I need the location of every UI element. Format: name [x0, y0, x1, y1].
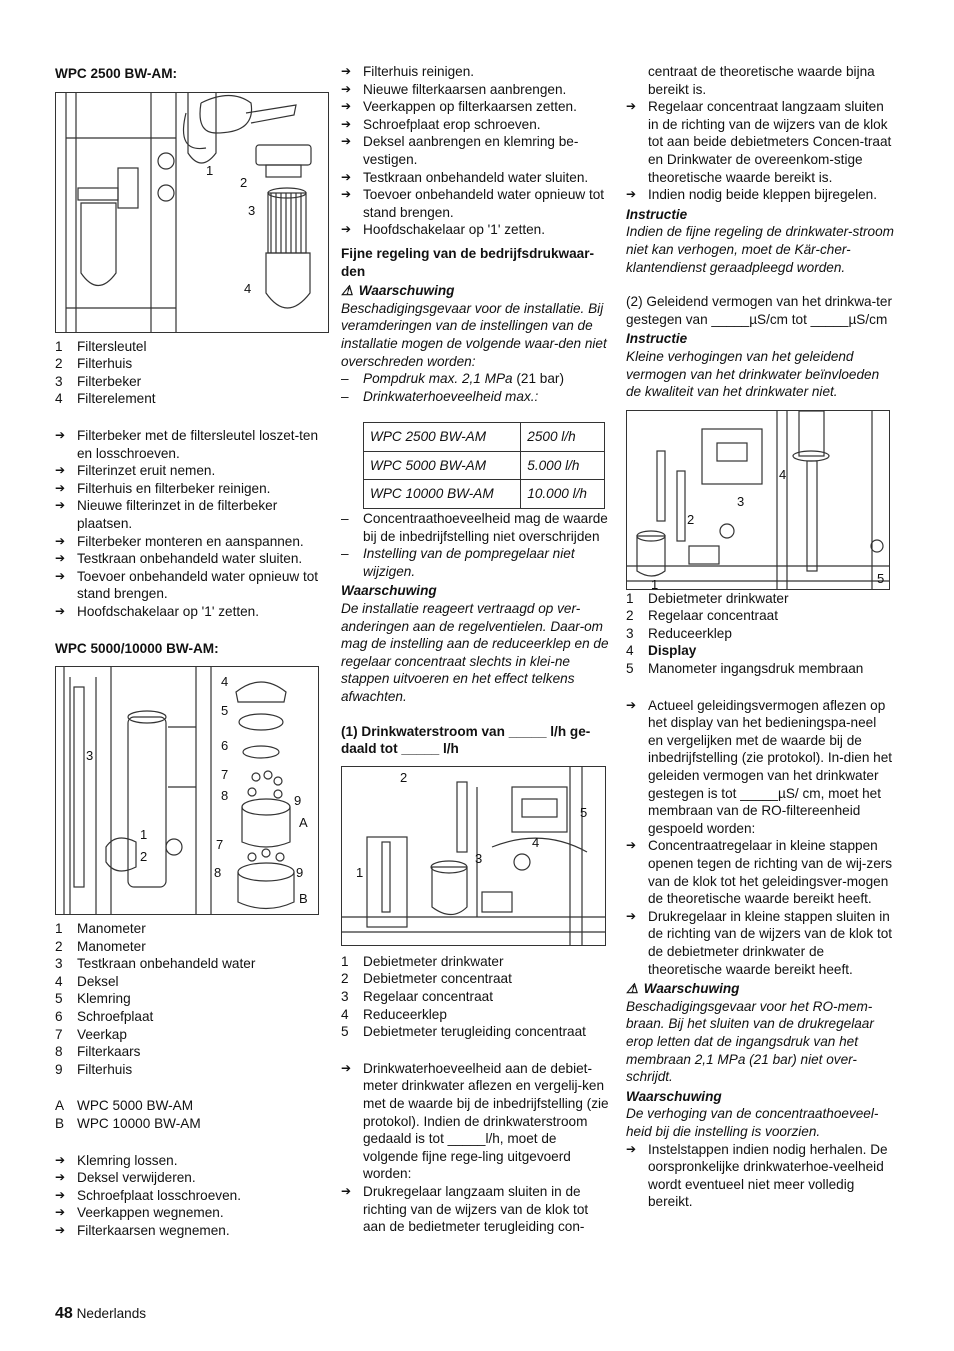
step-item: ➔ Filterhuis en filterbeker reinigen.: [55, 480, 271, 496]
legend-item: 1 Filtersleutel: [55, 338, 147, 354]
arrow-right-icon: ➔: [626, 697, 637, 712]
arrow-right-icon: ➔: [55, 551, 66, 566]
figure-flow-meters: [341, 766, 606, 946]
arrow-right-icon: ➔: [55, 427, 66, 442]
svg-text:7: 7: [221, 767, 229, 783]
svg-text:4: 4: [779, 466, 787, 482]
legend-item: 2 Manometer: [55, 938, 146, 954]
step-item: ➔ Indien nodig beide kleppen bijregelen.: [626, 187, 878, 203]
arrow-right-icon: ➔: [341, 169, 352, 184]
step-item: ➔ Filterhuis reinigen.: [341, 64, 475, 79]
step-item: ➔ Filterkaarsen wegnemen.: [55, 1223, 230, 1238]
warning-text: De installatie reageert vertraagd op ver-anderingen aan de regelventielen. Daar-om mag de instelling aan de reduceerklep en de regelaar concentraat slechts in klei-ne stappen uitvoeren en het effect telkens afwachten.: [341, 601, 609, 704]
arrow-right-icon: ➔: [626, 1141, 637, 1156]
svg-text:5: 5: [580, 804, 588, 820]
warning-title: Waarschuwing: [626, 1088, 722, 1104]
step-item: ➔ Filterbeker met de filtersleutel loszet-ten en losschroeven.: [55, 427, 319, 461]
step-item: ➔ Drukregelaar langzaam sluiten in de richting van de wijzers van de klok tot aan de bedietmeter terugleiding con-: [341, 1183, 589, 1235]
step-item: ➔ Regelaar concentraat langzaam sluiten in de richting van de wijzers van de klok tot aan beide debietmeters Concen-traat en Drinkwater de overeenkom-stige theoretische waarde bereikt is.: [626, 99, 892, 185]
legend-item: 4 Deksel: [55, 973, 119, 989]
legend-item: 8 Filterkaars: [55, 1044, 141, 1060]
legend-list: [626, 590, 894, 678]
legend-item: 1 Debietmeter drinkwater: [626, 590, 789, 606]
instruction-text: Indien de fijne regeling de drinkwater-stroom niet kan verhogen, moet de Kär-cher-klantendienst geraadpleegd worden.: [626, 224, 894, 275]
warning-title: ⚠ Waarschuwing: [341, 283, 455, 299]
column-1: [55, 62, 323, 1240]
arrow-right-icon: ➔: [626, 187, 637, 202]
svg-text:8: 8: [214, 865, 222, 881]
figure-wpc2500: [55, 92, 329, 333]
warning-triangle-icon: ⚠: [626, 981, 639, 997]
svg-text:2: 2: [140, 849, 148, 865]
legend-item: 4 Reduceerklep: [341, 1006, 447, 1022]
legend-item: 3 Testkraan onbehandeld water: [55, 956, 256, 972]
svg-text:3: 3: [248, 202, 256, 218]
arrow-right-icon: ➔: [55, 1223, 66, 1237]
filter-diagram: [56, 93, 328, 332]
svg-text:2: 2: [400, 769, 408, 785]
continued-text: centraat de theoretische waarde bijna bereikt is.: [648, 64, 875, 97]
svg-text:9: 9: [294, 793, 302, 809]
warning-triangle-icon: ⚠: [341, 283, 354, 299]
arrow-right-icon: ➔: [55, 603, 66, 618]
arrow-right-icon: ➔: [341, 116, 352, 131]
dash-list: [341, 510, 609, 580]
svg-text:1: 1: [206, 162, 214, 178]
step-item: ➔ Actueel geleidingsvermogen aflezen op het display van het bedieningspa-neel en vergelijken met de waarde bij de inbedrijfstelling (zie protokol). In-dien het geleiden vermogen van het drinkwater gestegen is tot _____µS/ cm, moet het membraan van de RO-filtereenheid gespoeld worden:: [626, 697, 893, 836]
legend-item: 6 Schroefplaat: [55, 1009, 154, 1025]
step-item: ➔ Drukregelaar in kleine stappen sluiten in de richting van de wijzers van de klok tot de debietmeter drinkwater de theoretische waarde bereikt heeft.: [626, 908, 893, 977]
step-item: ➔ Drinkwaterhoeveelheid aan de debiet-meter drinkwater aflezen en vergelij-ken met de waarde bij de inbedrijfstelling (zie protokol). Indien de drinkwaterstroom gedaald is tot _____l/h, moet de volgende fijne rege-ling uitgevoerd worden:: [341, 1060, 609, 1182]
legend-item: 3 Regelaar concentraat: [341, 988, 493, 1004]
step-item: ➔ Instelstappen indien nodig herhalen. De oorspronkelijke drinkwaterhoe-veelheid wordt eventueel niet meer volledig bereikt.: [626, 1141, 888, 1210]
svg-text:4: 4: [221, 674, 229, 690]
svg-text:3: 3: [737, 493, 745, 509]
legend-item: 4 Filterelement: [55, 391, 156, 407]
warning-text: De verhoging van de concentraathoeveel-heid bij die instelling is voorzien.: [626, 1106, 879, 1139]
arrow-right-icon: ➔: [626, 99, 637, 114]
legend-item: 1 Manometer: [55, 921, 146, 937]
svg-text:8: 8: [221, 788, 229, 804]
svg-text:7: 7: [216, 837, 224, 853]
svg-text:9: 9: [296, 865, 304, 881]
step-item: ➔ Toevoer onbehandeld water opnieuw tot stand brengen.: [341, 187, 605, 220]
section-title: WPC 2500 BW-AM:: [55, 66, 178, 81]
dash-list: [341, 370, 609, 405]
svg-text:B: B: [299, 891, 308, 907]
arrow-right-icon: ➔: [55, 533, 66, 548]
legend-list: [55, 338, 323, 408]
sub-heading: (1) Drinkwaterstroom van _____ l/h ge-daald tot _____ l/h: [341, 723, 591, 757]
warning-title: Waarschuwing: [341, 583, 437, 599]
legend-list: [341, 953, 609, 1041]
figure-wpc5000: [55, 666, 319, 915]
control-panel-diagram: [627, 411, 889, 589]
svg-text:6: 6: [221, 738, 229, 754]
legend-item: 2 Debietmeter concentraat: [341, 971, 512, 987]
steps-list: [626, 98, 894, 204]
svg-text:3: 3: [86, 748, 94, 764]
section-heading: Fijne regeling van de bedrijfsdrukwaar-den: [341, 245, 595, 279]
steps-list: [341, 63, 609, 239]
svg-text:1: 1: [140, 827, 148, 843]
legend-item: 1 Debietmeter drinkwater: [341, 953, 504, 969]
svg-text:1: 1: [651, 576, 659, 589]
svg-text:2: 2: [687, 511, 695, 527]
warning-text: Beschadigingsgevaar voor het RO-mem-braan. Bij het sluiten van de drukregelaar erop letten dat de ingangsdruk van het membraan 2,1 MPa (21 bar) niet over-schrijdt.: [626, 998, 874, 1085]
step-item: ➔ Veerkappen wegnemen.: [55, 1205, 224, 1221]
arrow-right-icon: ➔: [341, 1060, 352, 1075]
warning-title: ⚠ Waarschuwing: [626, 981, 740, 997]
step-item: ➔ Filterbeker monteren en aanspannen.: [55, 533, 304, 549]
step-item: ➔ Hoofdschakelaar op '1' zetten.: [341, 222, 546, 238]
legend-item: B WPC 10000 BW-AM: [55, 1116, 201, 1132]
arrow-right-icon: ➔: [341, 1183, 352, 1198]
arrow-right-icon: ➔: [55, 463, 66, 478]
step-item: ➔ Filterinzet eruit nemen.: [55, 463, 216, 479]
step-item: ➔ Testkraan onbehandeld water sluiten.: [55, 551, 303, 567]
dash-item: – Concentraathoeveelheid mag de waarde bij de inbedrijfstelling niet overschrijden: [341, 511, 608, 544]
svg-text:4: 4: [532, 834, 540, 850]
dash-item: – Drinkwaterhoeveelheid max.:: [341, 388, 539, 404]
figure-control-panel: [626, 410, 890, 590]
arrow-right-icon: ➔: [55, 568, 66, 583]
arrow-right-icon: ➔: [55, 1205, 66, 1220]
legend-item: 4 Display: [626, 643, 697, 659]
step-item: ➔ Nieuwe filterkaarsen aanbrengen.: [341, 81, 567, 97]
page-number: 48: [55, 1305, 73, 1322]
legend-item: 2 Regelaar concentraat: [626, 608, 778, 624]
legend-item: 7 Veerkap: [55, 1026, 127, 1042]
arrow-right-icon: ➔: [341, 187, 352, 202]
legend-item: 5 Klemring: [55, 991, 131, 1007]
warning-text: Beschadigingsgevaar voor de installatie. Bij veramderingen van de instellingen van de installatie mogen de volgende waar-den niet overschreden worden:: [341, 300, 607, 369]
instruction-title: Instructie: [626, 206, 688, 222]
instruction-text: Kleine verhogingen van het geleidend vermogen van het drinkwater beïnvloeden de kwaliteit van het drinkwater niet.: [626, 348, 880, 400]
dash-item: – Pompdruk max. 2,1 MPa (21 bar): [341, 371, 564, 387]
max-flow-table: [363, 422, 605, 509]
table-row: WPC 5000 BW-AM 5.000 l/h: [364, 451, 605, 480]
filter-housing-diagram: [56, 667, 318, 914]
dash-item: – Instelling van de pompregelaar niet wijzigen.: [341, 546, 575, 579]
arrow-right-icon: ➔: [626, 838, 637, 853]
steps-list: [626, 697, 894, 979]
steps-list: [55, 1152, 323, 1240]
page-footer: [55, 1305, 146, 1323]
legend-item: 2 Filterhuis: [55, 356, 133, 372]
paragraph: (2) Geleidend vermogen van het drinkwa-ter gestegen van _____µS/cm tot _____µS/cm: [626, 294, 892, 327]
legend-list: [55, 920, 323, 1078]
table-row: WPC 2500 BW-AM 2500 l/h: [364, 423, 605, 452]
arrow-right-icon: ➔: [341, 64, 352, 78]
instruction-title: Instructie: [626, 331, 688, 347]
step-item: ➔ Hoofdschakelaar op '1' zetten.: [55, 603, 260, 619]
svg-text:1: 1: [356, 864, 364, 880]
steps-list: [341, 1060, 609, 1236]
column-2: [341, 62, 609, 1236]
step-item: ➔ Nieuwe filterinzet in de filterbeker plaatsen.: [55, 498, 278, 531]
legend-list: [55, 1097, 323, 1132]
step-item: ➔ Schroefplaat losschroeven.: [55, 1187, 241, 1203]
arrow-right-icon: ➔: [55, 480, 66, 495]
arrow-right-icon: ➔: [341, 134, 352, 149]
legend-item: 9 Filterhuis: [55, 1061, 133, 1077]
arrow-right-icon: ➔: [55, 1152, 66, 1167]
step-item: ➔ Deksel verwijderen.: [55, 1170, 196, 1186]
svg-text:5: 5: [221, 703, 229, 719]
legend-item: 5 Debietmeter terugleiding concentraat: [341, 1024, 586, 1040]
table-row: WPC 10000 BW-AM 10.000 l/h: [364, 480, 605, 509]
arrow-right-icon: ➔: [626, 908, 637, 923]
svg-text:4: 4: [244, 280, 252, 296]
legend-item: 3 Filterbeker: [55, 373, 142, 389]
arrow-right-icon: ➔: [341, 81, 352, 96]
step-item: ➔ Testkraan onbehandeld water sluiten.: [341, 169, 589, 185]
step-item: ➔ Concentraatregelaar in kleine stappen openen tegen de richting van de wij-zers van de klok tot het geleidingsver-mogen de theoretische waarde bereikt heeft.: [626, 838, 893, 907]
arrow-right-icon: ➔: [341, 222, 352, 237]
step-item: ➔ Toevoer onbehandeld water opnieuw tot stand brengen.: [55, 568, 319, 602]
legend-item: A WPC 5000 BW-AM: [55, 1098, 194, 1114]
svg-text:5: 5: [877, 570, 885, 586]
step-item: ➔ Veerkappen op filterkaarsen zetten.: [341, 99, 577, 115]
svg-text:3: 3: [475, 850, 483, 866]
arrow-right-icon: ➔: [55, 1170, 66, 1185]
svg-text:A: A: [299, 815, 308, 831]
flow-meter-diagram: [342, 767, 605, 945]
arrow-right-icon: ➔: [55, 498, 66, 513]
step-item: ➔ Schroefplaat erop schroeven.: [341, 116, 541, 132]
arrow-right-icon: ➔: [55, 1187, 66, 1202]
column-3: [626, 62, 894, 1211]
steps-list: [55, 427, 323, 621]
steps-list: [626, 1141, 894, 1211]
step-item: ➔ Deksel aanbrengen en klemring be-vestigen.: [341, 134, 579, 167]
arrow-right-icon: ➔: [341, 99, 352, 114]
legend-item: 3 Reduceerklep: [626, 625, 732, 641]
legend-item: 5 Manometer ingangsdruk membraan: [626, 661, 864, 677]
footer-language: Nederlands: [76, 1306, 147, 1321]
svg-text:2: 2: [240, 174, 248, 190]
section-title: WPC 5000/10000 BW-AM:: [55, 640, 219, 656]
step-item: ➔ Klemring lossen.: [55, 1152, 178, 1168]
